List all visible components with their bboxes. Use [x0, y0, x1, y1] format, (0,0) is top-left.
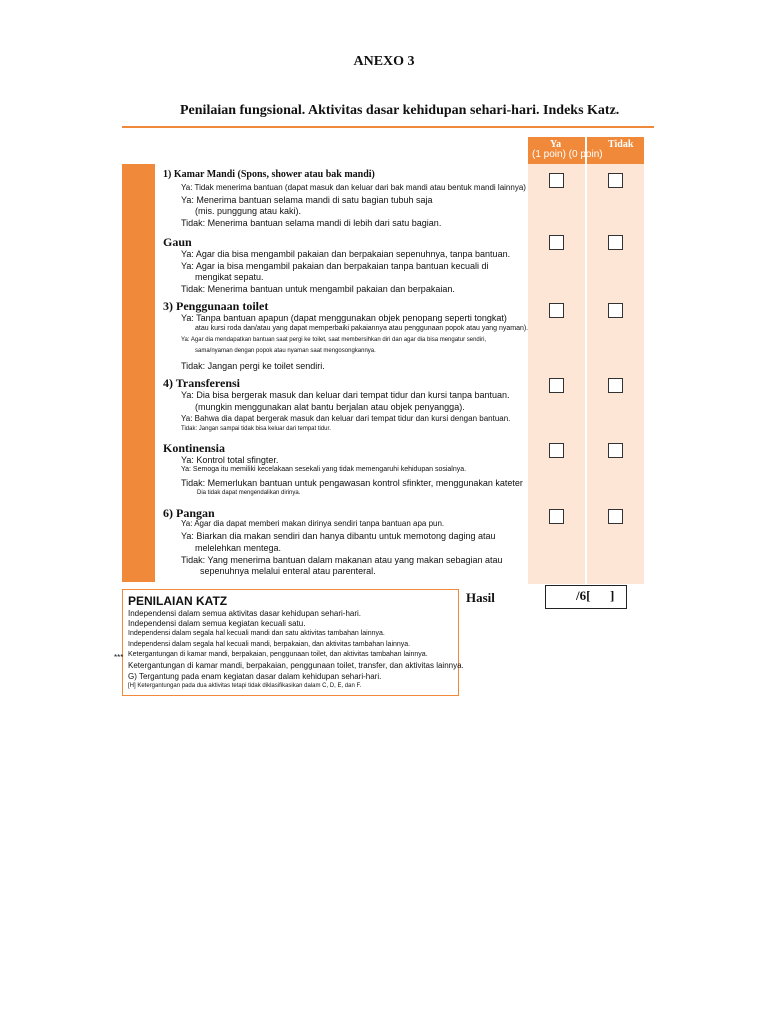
tidak-column-label: Tidak [608, 139, 634, 150]
section-line: Ya: Tanpa bantuan apapun (dapat menggunakan objek penopang seperti tongkat) [181, 313, 507, 323]
katz-legend-line: Independensi dalam segala hal kecuali mandi, berpakaian, dan aktivitas tambahan lainnya. [128, 641, 411, 648]
section-line: Ya: Kontrol total sfingter. [181, 455, 279, 465]
ya-column-label: Ya [550, 139, 562, 150]
section-title-dressing: Gaun [163, 235, 192, 249]
footnote-marker: *** [114, 653, 124, 662]
section-title-bathing: 1) Kamar Mandi (Spons, shower atau bak mandi) [163, 169, 375, 180]
section-line: Tidak: Menerima bantuan untuk mengambil pakaian dan berpakaian. [181, 284, 455, 294]
section-line: Tidak: Memerlukan bantuan untuk pengawasan kontrol sfinkter, menggunakan kateter [181, 478, 523, 488]
katz-legend-line: Independensi dalam segala hal kecuali mandi dan satu aktivitas tambahan lainnya. [128, 630, 385, 637]
section-line: Ya: Dia bisa bergerak masuk dan keluar dari tempat tidur dan kursi tanpa bantuan. [181, 390, 510, 400]
points-label: (1 poin) (0 poin) [532, 149, 603, 160]
section-title-transferring: 4) Transferensi [163, 376, 240, 390]
katz-legend-line: Ketergantungan di kamar mandi, berpakaian, penggunaan toilet, dan aktivitas tambahan lainnya. [128, 651, 428, 658]
section-line: Tidak: Yang menerima bantuan dalam makanan atau yang makan sebagian atau [181, 555, 503, 565]
dressing-tidak-checkbox[interactable] [608, 235, 623, 250]
document-subtitle: Penilaian fungsional. Aktivitas dasar kehidupan sehari-hari. Indeks Katz. [180, 103, 620, 118]
section-line: Tidak: Jangan sampai tidak bisa keluar dari tempat tidur. [181, 426, 331, 432]
katz-legend-line: G) Tergantung pada enam kegiatan dasar dalam kehidupan sehari-hari. [128, 672, 382, 681]
katz-legend-line: Independensi dalam semua aktivitas dasar kehidupan sehari-hari. [128, 609, 362, 618]
section-line: Tidak: Jangan pergi ke toilet sendiri. [181, 361, 325, 371]
section-title-toileting: 3) Penggunaan toilet [163, 299, 269, 313]
bathing-tidak-checkbox[interactable] [608, 173, 623, 188]
section-line: sama/nyaman dengan popok atau nyaman saat mengosongkannya. [195, 348, 376, 354]
bathing-ya-checkbox[interactable] [549, 173, 564, 188]
section-line: Ya: Agar dia mendapatkan bantuan saat pergi ke toilet, saat membersihkan diri dan agar dia bisa mengatur sendiri, [181, 337, 487, 343]
transferring-ya-checkbox[interactable] [549, 378, 564, 393]
section-line: Ya: Bahwa dia dapat bergerak masuk dan keluar dari tempat tidur dan kursi dengan bantuan. [181, 414, 511, 423]
section-line: sepenuhnya melalui enteral atau parenteral. [200, 566, 376, 576]
section-line: (mis. punggung atau kaki). [195, 206, 302, 216]
feeding-tidak-checkbox[interactable] [608, 509, 623, 524]
transferring-tidak-checkbox[interactable] [608, 378, 623, 393]
section-line: Tidak: Menerima bantuan selama mandi di lebih dari satu bagian. [181, 218, 442, 228]
toileting-tidak-checkbox[interactable] [608, 303, 623, 318]
header-divider [122, 126, 654, 128]
continence-ya-checkbox[interactable] [549, 443, 564, 458]
section-line: mengikat sepatu. [195, 272, 264, 282]
katz-legend-line: Independensi dalam semua kegiatan kecuali satu. [128, 619, 306, 628]
section-title-continence: Kontinensia [163, 441, 226, 455]
section-line: (mungkin menggunakan alat bantu berjalan atau objek penyangga). [195, 402, 465, 412]
section-line: melelehkan mentega. [195, 543, 282, 553]
section-line: Ya: Tidak menerima bantuan (dapat masuk dan keluar dari bak mandi atau bentuk mandi lainnya) [181, 183, 526, 192]
left-accent-bar [122, 164, 155, 582]
annex-title: ANEXO 3 [353, 54, 415, 69]
section-line: Ya: Biarkan dia makan sendiri dan hanya dibantu untuk memotong daging atau [181, 531, 496, 541]
dressing-ya-checkbox[interactable] [549, 235, 564, 250]
section-line: Ya: Semoga itu memiliki kecelakaan sesekali yang tidak memengaruhi kehidupan sosialnya. [181, 466, 467, 473]
section-line: atau kursi roda dan/atau yang dapat memperbaiki pakaiannya atau penggunaan popok atau yang nyaman). [195, 325, 529, 332]
score-value: /6[ ] [576, 588, 615, 603]
section-title-feeding: 6) Pangan [163, 506, 215, 520]
toileting-ya-checkbox[interactable] [549, 303, 564, 318]
continence-tidak-checkbox[interactable] [608, 443, 623, 458]
section-line: Ya: Agar ia bisa mengambil pakaian dan berpakaian tanpa bantuan kecuali di [181, 261, 489, 271]
katz-legend-line: [H] Ketergantungan pada dua aktivitas tetapi tidak diklasifikasikan dalam C, D, E, dan F. [128, 683, 362, 689]
section-line: Ya: Agar dia dapat memberi makan dirinya sendiri tanpa bantuan apa pun. [181, 519, 445, 528]
section-line: Ya: Agar dia bisa mengambil pakaian dan berpakaian sepenuhnya, tanpa bantuan. [181, 249, 511, 259]
feeding-ya-checkbox[interactable] [549, 509, 564, 524]
section-line: Ya: Menerima bantuan selama mandi di satu bagian tubuh saja [181, 195, 433, 205]
result-label: Hasil [466, 590, 495, 605]
katz-legend-title: PENILAIAN KATZ [128, 594, 228, 608]
section-line: Dia tidak dapat mengendalikan dirinya. [197, 490, 301, 496]
katz-legend-line: Ketergantungan di kamar mandi, berpakaian, penggunaan toilet, transfer, dan aktivitas lainnya. [128, 661, 464, 670]
